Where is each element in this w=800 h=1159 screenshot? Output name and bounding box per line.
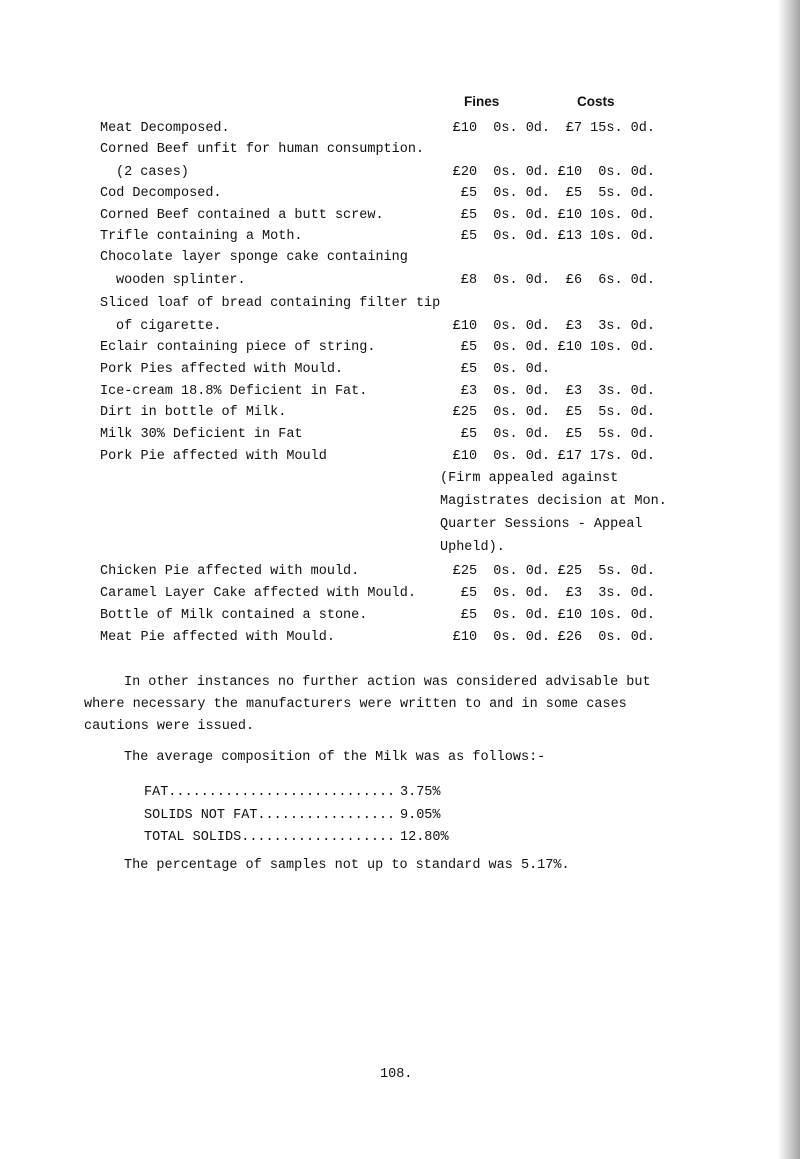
composition-value: 3.75% (400, 785, 441, 800)
row-cost: £10 0s. 0d. (557, 165, 655, 180)
row-cost: £5 5s. 0d. (565, 405, 655, 420)
milk-intro: The average composition of the Milk was as follows:- (124, 750, 546, 765)
composition-value: 12.80% (400, 830, 449, 845)
row-desc: Chicken Pie affected with mould. (100, 564, 360, 579)
row-cost: £26 0s. 0d. (557, 630, 655, 645)
row-desc: Bottle of Milk contained a stone. (100, 608, 368, 623)
row-desc: Caramel Layer Cake affected with Mould. (100, 586, 416, 601)
row-desc: of cigarette. (116, 319, 222, 334)
row-fine: £5 0s. 0d. (460, 208, 550, 223)
row-fine: £5 0s. 0d. (460, 586, 550, 601)
row-fine: £10 0s. 0d. (452, 121, 550, 136)
appeal-note-line: Upheld). (440, 540, 505, 555)
composition-label: TOTAL SOLIDS................... (144, 830, 396, 845)
row-desc: Chocolate layer sponge cake containing (100, 250, 408, 265)
row-cost: £3 3s. 0d. (565, 586, 655, 601)
row-cost: £6 6s. 0d. (565, 273, 655, 288)
costs-header: Costs (577, 94, 615, 109)
row-cost: £10 10s. 0d. (557, 608, 655, 623)
row-desc: wooden splinter. (116, 273, 246, 288)
row-desc: Dirt in bottle of Milk. (100, 405, 287, 420)
row-cost: £5 5s. 0d. (565, 427, 655, 442)
row-cost: £17 17s. 0d. (557, 449, 655, 464)
row-desc: Ice-cream 18.8% Deficient in Fat. (100, 384, 368, 399)
composition-label: SOLIDS NOT FAT................. (144, 808, 396, 823)
scan-edge-shadow (778, 0, 800, 1159)
row-fine: £5 0s. 0d. (460, 362, 550, 377)
row-fine: £5 0s. 0d. (460, 186, 550, 201)
row-fine: £5 0s. 0d. (460, 427, 550, 442)
row-fine: £3 0s. 0d. (460, 384, 550, 399)
paragraph-line: In other instances no further action was considered advisable but (124, 675, 651, 690)
paragraph-line: cautions were issued. (84, 719, 255, 734)
row-desc: Pork Pie affected with Mould (100, 449, 327, 464)
row-cost: £25 5s. 0d. (557, 564, 655, 579)
row-fine: £8 0s. 0d. (460, 273, 550, 288)
row-fine: £5 0s. 0d. (460, 608, 550, 623)
paragraph-line: where necessary the manufacturers were written to and in some cases (84, 697, 627, 712)
row-cost: £3 3s. 0d. (565, 319, 655, 334)
row-cost: £10 10s. 0d. (557, 340, 655, 355)
page-number: 108. (380, 1067, 413, 1082)
row-fine: £5 0s. 0d. (460, 229, 550, 244)
row-desc: Eclair containing piece of string. (100, 340, 376, 355)
row-fine: £10 0s. 0d. (452, 449, 550, 464)
row-desc: Trifle containing a Moth. (100, 229, 303, 244)
row-desc: Corned Beef contained a butt screw. (100, 208, 384, 223)
row-fine: £25 0s. 0d. (452, 405, 550, 420)
row-desc: Sliced loaf of bread containing filter tip (100, 296, 441, 311)
row-desc: (2 cases) (116, 165, 189, 180)
row-desc: Pork Pies affected with Mould. (100, 362, 344, 377)
standard-note: The percentage of samples not up to standard was 5.17%. (124, 858, 570, 873)
row-cost: £3 3s. 0d. (565, 384, 655, 399)
row-fine: £10 0s. 0d. (452, 319, 550, 334)
row-cost: £13 10s. 0d. (557, 229, 655, 244)
row-cost: £7 15s. 0d. (565, 121, 655, 136)
row-fine: £5 0s. 0d. (460, 340, 550, 355)
row-desc: Meat Pie affected with Mould. (100, 630, 335, 645)
row-desc: Corned Beef unfit for human consumption. (100, 142, 425, 157)
row-desc: Cod Decomposed. (100, 186, 222, 201)
composition-value: 9.05% (400, 808, 441, 823)
row-cost: £5 5s. 0d. (565, 186, 655, 201)
row-desc: Milk 30% Deficient in Fat (100, 427, 303, 442)
row-fine: £10 0s. 0d. (452, 630, 550, 645)
row-cost: £10 10s. 0d. (557, 208, 655, 223)
appeal-note-line: (Firm appealed against (440, 471, 619, 486)
fines-header: Fines (464, 94, 500, 109)
appeal-note-line: Magistrates decision at Mon. (440, 494, 667, 509)
appeal-note-line: Quarter Sessions - Appeal (440, 517, 643, 532)
row-fine: £25 0s. 0d. (452, 564, 550, 579)
row-fine: £20 0s. 0d. (452, 165, 550, 180)
composition-label: FAT............................ (144, 785, 396, 800)
row-desc: Meat Decomposed. (100, 121, 230, 136)
